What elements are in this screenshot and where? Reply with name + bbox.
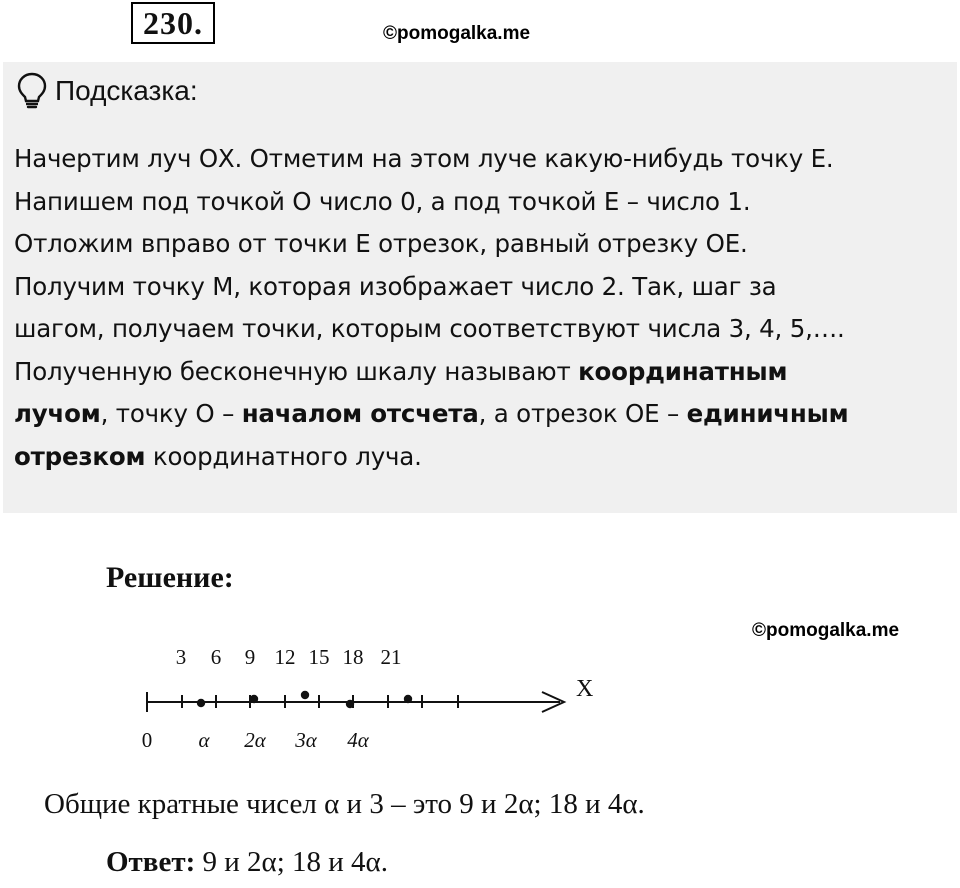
top-label: 3 xyxy=(175,645,187,669)
ray-points xyxy=(197,691,412,708)
hint-line xyxy=(14,351,949,394)
solution-title: Решение: xyxy=(106,561,234,594)
hint-line-text: Полученную бесконечную шкалу называют xyxy=(14,356,579,386)
top-label: 15 xyxy=(308,645,330,669)
hint-line: Напишем под точкой О число 0, а под точкой Е – число 1. xyxy=(14,186,751,216)
point-2a xyxy=(250,695,258,703)
term-unit: единичным xyxy=(686,399,849,428)
answer-label: Ответ: xyxy=(106,846,196,878)
hint-line xyxy=(14,393,949,436)
top-label: 18 xyxy=(342,645,364,669)
axis-label: X xyxy=(576,676,594,702)
answer-value: 9 и 2α; 18 и 4α. xyxy=(202,846,388,878)
lightbulb-icon xyxy=(17,72,47,110)
top-label: 12 xyxy=(274,645,296,669)
term-segment: отрезком xyxy=(14,441,146,471)
term-origin: началом отсчета xyxy=(241,399,479,428)
common-multiples-text: Общие кратные чисел α и 3 – это 9 и 2α; 18 и 4α. xyxy=(44,788,645,820)
point-4a xyxy=(346,700,354,708)
hint-title: Подсказка: xyxy=(55,75,198,106)
problem-number: 230. xyxy=(131,2,215,44)
bottom-label: 3α xyxy=(295,728,317,752)
point-3a xyxy=(301,691,309,699)
bottom-label: 0 xyxy=(141,728,153,752)
term-coordinate: координатным xyxy=(578,356,788,386)
hint-line-text: , а отрезок ОЕ – xyxy=(478,399,687,428)
bottom-label: 4α xyxy=(347,728,369,752)
hint-line xyxy=(14,436,949,479)
hint-header xyxy=(17,72,198,110)
bottom-labels xyxy=(142,728,370,752)
bottom-label: 2α xyxy=(244,728,266,752)
top-label: 6 xyxy=(210,645,222,669)
coordinate-ray xyxy=(120,640,620,760)
top-label: 9 xyxy=(244,645,256,669)
answer-line xyxy=(106,846,388,879)
watermark-top: ©pomogalka.me xyxy=(383,23,531,44)
watermark-solution: ©pomogalka.me xyxy=(752,620,900,641)
hint-line-text: координатного луча. xyxy=(145,441,422,471)
hint-line: Отложим вправо от точки Е отрезок, равный отрезку ОЕ. xyxy=(14,229,748,258)
top-label: 21 xyxy=(380,645,402,669)
bottom-label: α xyxy=(198,728,210,752)
hint-line-text: , точку О – xyxy=(100,399,242,428)
hint-line: Начертим луч ОХ. Отметим на этом луче какую-нибудь точку Е. xyxy=(14,144,834,173)
point-5a xyxy=(404,695,412,703)
hint-line: шагом, получаем точки, которым соответствуют числа 3, 4, 5,…. xyxy=(14,314,845,343)
hint-text xyxy=(14,138,949,478)
hint-line: Получим точку М, которая изображает число 2. Так, шаг за xyxy=(14,271,777,301)
point-a xyxy=(197,699,205,707)
top-labels xyxy=(176,645,402,669)
term-ray: лучом xyxy=(14,399,101,428)
